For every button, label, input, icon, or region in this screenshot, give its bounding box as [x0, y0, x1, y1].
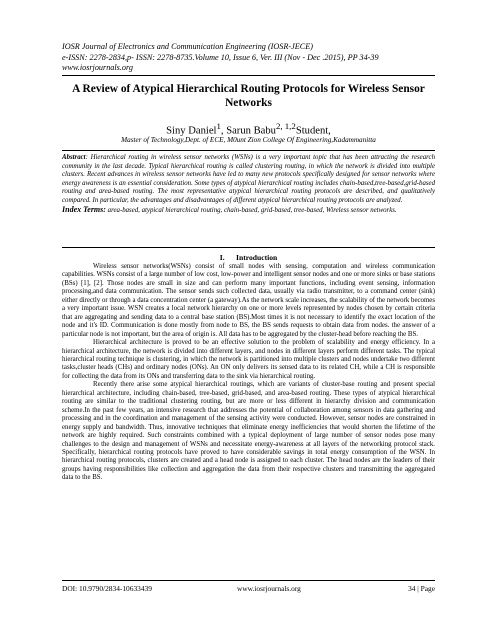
- paper-title: A Review of Atypical Hierarchical Routing Protocols for Wireless Sensor Networks: [72, 83, 425, 109]
- paragraph-3: Recently there arise some atypical hierarchical routings, which are variants of cluster-base routing and present special hierarchical architecture, including chain-based, tree-based, grid-based, and area-based routing. These types of atypical hierarchical routing are similar to the traditional clustering routing, but are more or less different in hierarchy division and communication scheme.In the past few years, an intensive research that addresses the potential of collaboration among sensors in data gathering and processing and in the coordination and management of the sensing activity were conducted. However, sensor nodes are constrained in energy supply and bandwidth. Thus, innovative techniques that eliminate energy inefficiencies that would shorten the lifetime of the network are highly required. Such constraints combined with a typical deployment of large number of sensor nodes pose many challenges to the design and management of WSNs and necessitate energy-awareness at all layers of the networking protocol stack. Specifically, hierarchical routing protocols have proved to have considerable savings in total energy consumption of the WSN. In hierarchical routing protocols, clusters are created and a head node is assigned to each cluster. The head nodes are the leaders of their groups having responsibilities like collection and aggregation the data from their respective clusters and transmitting the aggregated data to the BS.: [62, 381, 435, 482]
- index-terms: [62, 206, 435, 216]
- author-1-name: Siny Daniel: [166, 125, 217, 137]
- journal-website[interactable]: www.iosrjournals.org: [62, 63, 133, 73]
- abstract: [62, 154, 435, 206]
- abstract-label: Abstract: [62, 154, 86, 161]
- abstract-text: : Hierarchical routing in wireless sensor networks (WSNs) is a very important topic that has been attracting the research community in the last decade. Typical hierarchical routing is called clustering routing, in which the network is divided into multiple clusters. Recent advances in wireless sensor networks have led to many new protocols specifically designed for sensor networks where energy awareness is an essential consideration. Some types of atypical hierarchical routing includes chain-based,tree-based,grid-based routing and area-based routing. The most representative atypical hierarchical routing protocols are described, and qualitatively compared. In particular, the advantages and disadvantages of different atypical hierarchical routing protocols are analyzed.: [62, 154, 435, 204]
- header-divider: [62, 75, 435, 76]
- section-title: Introduction: [236, 253, 278, 262]
- index-terms-text: area-based, atypical hierarchical routing, chain-based, grid-based, tree-based, Wireless sensor networks.: [105, 206, 397, 214]
- footer-doi: DOI: 10.9790/2834-10633439: [62, 584, 152, 593]
- journal-header: [62, 42, 442, 74]
- index-terms-label: Index Terms:: [62, 204, 106, 214]
- body-text: [62, 263, 435, 483]
- author-2-superscript: 2, 1,2: [275, 121, 296, 131]
- journal-name: IOSR Journal of Electronics and Communication Engineering (IOSR-JECE): [62, 42, 313, 51]
- author-affiliation: Master of Technology,Dept. of ECE, M0unt Zion College Of Engineering,Kadammanitta: [121, 136, 376, 144]
- footer-page-number: 34 | Page: [408, 584, 435, 593]
- author-line: [62, 120, 435, 138]
- abstract-box: [62, 150, 435, 248]
- author-role: Student,: [295, 125, 331, 137]
- footer-website[interactable]: www.iosrjournals.org: [237, 584, 301, 593]
- author-separator: ,: [220, 125, 227, 137]
- section-number: I.: [219, 253, 225, 262]
- footer-divider: [62, 580, 435, 581]
- author-1-superscript: 1: [216, 121, 221, 131]
- paragraph-2: Hierarchical architecture is proved to be an effective solution to the problem of scalability and energy efficiency. In a hierarchical architecture, the network is divided into different layers, and nodes in different layers perform different tasks. The typical hierarchical routing technique is clustering, in which the network is partitioned into multiple clusters and nodes undertake two different tasks,cluster heads (CHs) and ordinary nodes (ONs). An ON only delivers its sensed data to its related CH, while a CH is responsible for collecting the data from its ONs and transferring data to the sink via hierarchical routing.: [62, 339, 435, 380]
- journal-issn: e-ISSN: 2278-2834,p- ISSN: 2278-8735.Volume 10, Issue 6, Ver. III (Nov - Dec .2015), PP 34-39: [62, 52, 379, 62]
- author-2-name: Sarun Babu: [226, 125, 276, 137]
- paragraph-1: Wireless sensor networks(WSNs) consist of small nodes with sensing, computation and wireless communication capabilities. WSNs consist of a large number of low cost, low-power and intelligent sensor nodes and one or more sinks or base stations (BSs) [1], [2]. Those nodes are small in size and can perform many important functions, including event sensing, information processing,and data communication. The sensor sends such collected data, usually via radio transmitter, to a command center (sink) either directly or through a data concentration center (a gateway).As the network scale increases, the scalability of the network becomes a very important issue. WSN creates a local network hierarchy on one or more levels represented by nodes chosen by certain criteria that are aggregating and sending data to a central base station (BS).Most times it is not necessary to identify the exact location of the node and it's ID. Communication is done mostly from node to BS, the BS sends requests to obtain data from nodes. the answer of a particular node is not important, but the area of origin is. All data has to be aggregated by the cluster-head before reaching the BS.: [62, 263, 435, 338]
- section-heading: [62, 253, 435, 263]
